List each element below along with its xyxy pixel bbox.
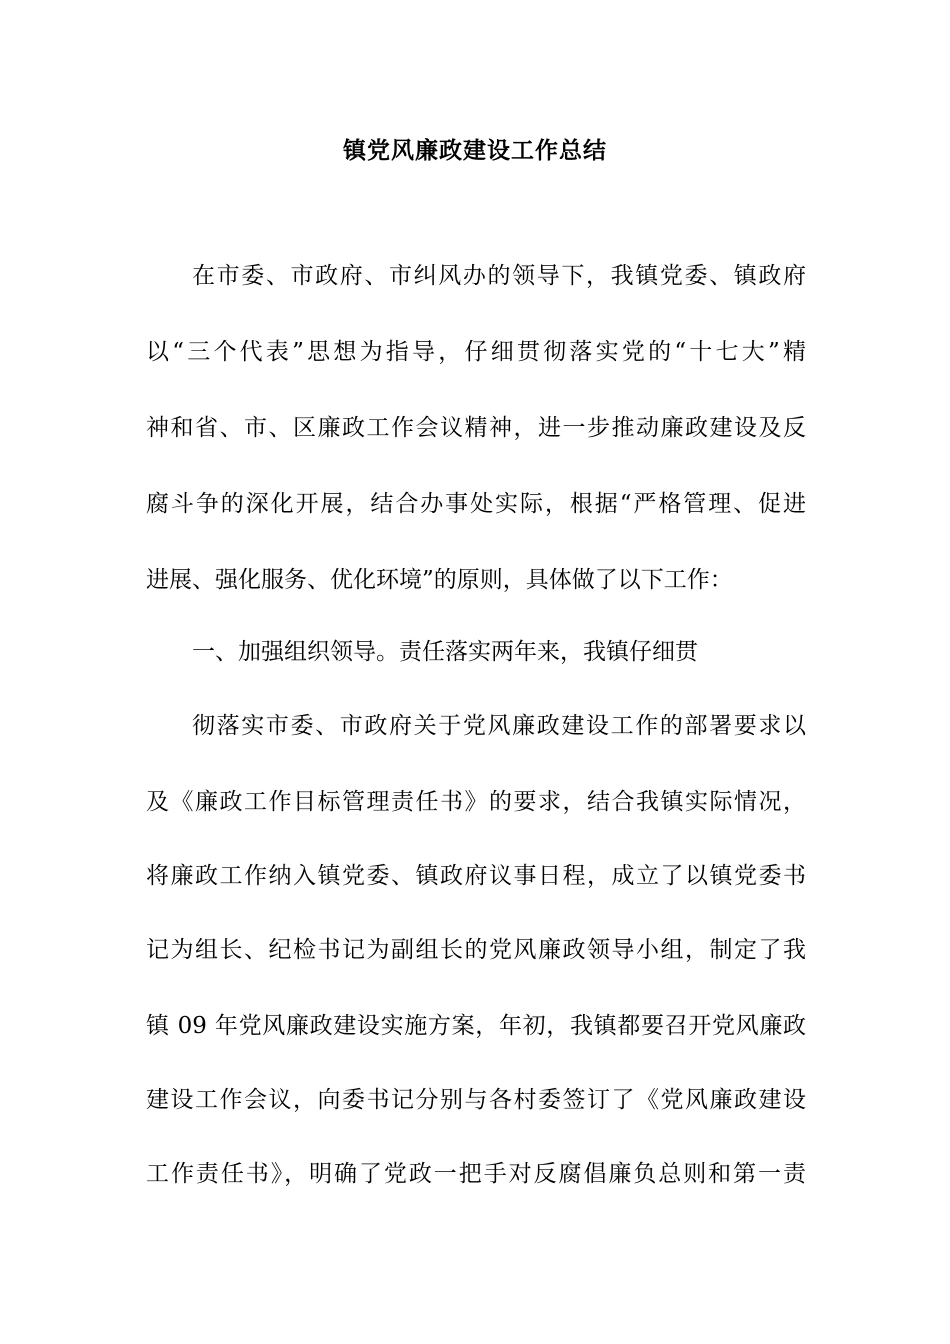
paragraph-line: 镇 09 年党风廉政建设实施方案，年初，我镇都要召开党风廉政 — [146, 1013, 806, 1039]
paragraph-line: 神和省、市、区廉政工作会议精神，进一步推动廉政建设及反 — [146, 415, 806, 441]
paragraph-line: 在市委、市政府、市纠风办的领导下，我镇党委、镇政府 — [192, 263, 806, 289]
paragraph-line: 腐斗争的深化开展，结合办事处实际，根据“严格管理、促进 — [146, 491, 806, 517]
paragraph-line: 及《廉政工作目标管理责任书》的要求，结合我镇实际情况， — [146, 789, 806, 815]
paragraph-line: 以“三个代表”思想为指导，仔细贯彻落实党的“十七大”精 — [146, 339, 806, 365]
paragraph-line: 进展、强化服务、优化环境”的原则，具体做了以下工作： — [146, 567, 733, 593]
document-title: 镇党风廉政建设工作总结 — [343, 137, 607, 164]
paragraph-line: 建设工作会议，向委书记分别与各村委签订了《党风廉政建设 — [146, 1087, 806, 1113]
paragraph-line: 记为组长、纪检书记为副组长的党风廉政领导小组，制定了我 — [146, 937, 806, 963]
paragraph-line: 彻落实市委、市政府关于党风廉政建设工作的部署要求以 — [192, 713, 806, 739]
paragraph-line: 将廉政工作纳入镇党委、镇政府议事日程，成立了以镇党委书 — [146, 863, 806, 889]
paragraph-line: 工作责任书》，明确了党政一把手对反腐倡廉负总则和第一责 — [146, 1161, 806, 1187]
section-heading-line: 一、加强组织领导。责任落实两年来，我镇仔细贯 — [192, 639, 698, 665]
